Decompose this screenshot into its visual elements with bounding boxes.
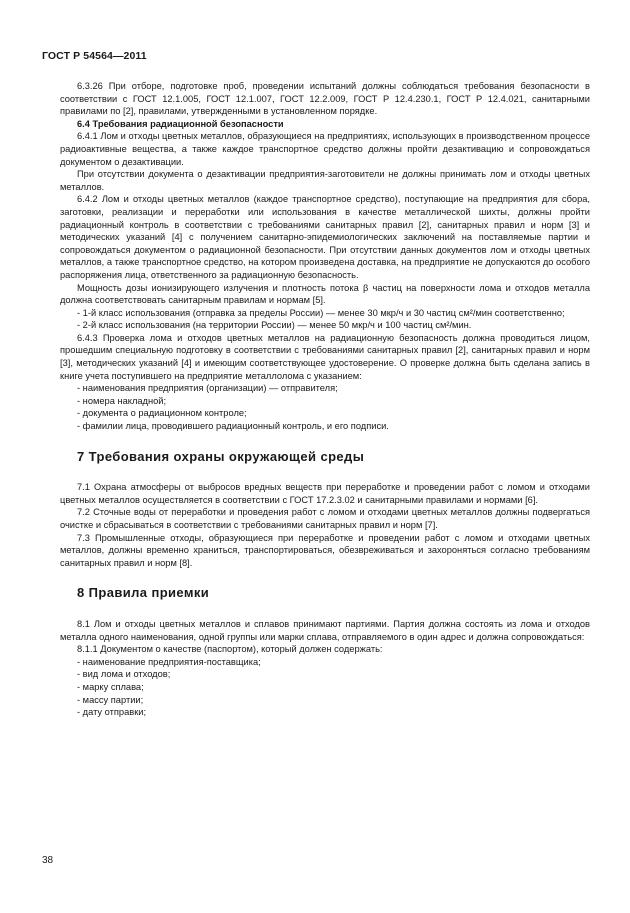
paragraph-6-4-3: 6.4.3 Проверка лома и отходов цветных металлов на радиационную безопасность должна проводиться лицом, прошедшим специальную подготовку в соответствии с требованиями санитарных правил [2], санитарных правил и норм [3], методических указаний [4] и имеющим соответствующее удостоверение. О проверке должна быть сделана запись в книге учета поступившего на предприятие металлолома с указанием: [60,332,590,381]
paragraph-8-1: 8.1 Лом и отходы цветных металлов и сплавов принимают партиями. Партия должна состоять из лома и отходов металла одного наименования, одной группы или марки сплава, отправляемого в один адрес и должна сопровождаться: [60,618,590,642]
list-item: - дату отправки; [77,707,147,718]
section-heading-7: 7 Требования охраны окружающей среды [77,448,365,464]
list-item: - наименования предприятия (организации) — отправителя; [77,383,338,394]
section-heading-8: 8 Правила приемки [77,585,210,601]
paragraph-6-4-1: 6.4.1 Лом и отходы цветных металлов, образующиеся на предприятиях, использующих в производственном процессе радиоактивные вещества, а также каждое транспортное средство должны пройти дезактивацию и сопровождаться документом о дезактивации. [60,131,590,167]
paragraph-class-1: - 1-й класс использования (отправка за пределы России) — менее 30 мкр/ч и 30 частиц см²/мин соответственно; [77,307,565,318]
paragraph-6-4-1-b: При отсутствии документа о дезактивации предприятия-заготовители не должны принимать лом и отходы цветных металлов. [60,169,590,192]
document-code: ГОСТ Р 54564—2011 [42,50,147,62]
paragraph-class-2: - 2-й класс использования (на территории России) — менее 50 мкр/ч и 100 частиц см²/мин. [77,320,472,331]
paragraph-dose: Мощность дозы ионизирующего излучения и плотность потока β частиц на поверхности лома и отходов металла должна соответствовать санитарным правилам и нормам [5]. [60,282,590,306]
list-item: - марку сплава; [77,681,144,692]
list-item: - вид лома и отходов; [77,669,171,680]
list-item: - документа о радиационном контроле; [77,408,247,419]
page-number: 38 [42,855,54,866]
paragraph-6-4-2: 6.4.2 Лом и отходы цветных металлов (каждое транспортное средство), поступающие на предприятия для сбора, заготовки, реализации и переработки или использования в качестве металлической шихты, должны пройти радиационный контроль в соответствии с требованиями санитарных правил [2], санитарных правил и норм [3] и методических указаний [4] с получением санитарно-эпидемиологических заключений на поставляемые партии и сопровождаться документом о радиационной безопасности. При отсутствии данных документов лом и отходы цветных металлов, а также транспортное средство, на котором произведена доставка, на предприятие не допускаются до особого распоряжения лица, ответственного за радиационную безопасность. [60,194,590,280]
document-body [60,80,590,719]
subsection-heading-6-4: 6.4 Требования радиационной безопасности [77,118,284,129]
list-item: - номера накладной; [77,395,167,406]
list-item: - наименование предприятия-поставщика; [77,656,261,667]
paragraph-6-3-26: 6.3.26 При отборе, подготовке проб, проведении испытаний должны соблюдаться требования безопасности в соответствии с ГОСТ 12.1.005, ГОСТ 12.1.007, ГОСТ 12.2.009, ГОСТ Р 12.4.230.1, ГОСТ Р 12.4.021, санитарными правилами по [2], правилами, утвержденными в установленном порядке. [60,81,590,117]
paragraph-7-2: 7.2 Сточные воды от переработки и проведения работ с ломом и отходами цветных металлов должны подвергаться очистке и сбрасываться в соответствии с требованиями санитарных правил и норм [7]. [60,507,590,530]
paragraph-7-1: 7.1 Охрана атмосферы от выбросов вредных веществ при переработке и проведении работ с ломом и отходами цветных металлов осуществляется в соответствии с ГОСТ 17.2.3.02 и санитарными правилами и нормами [6]. [60,482,590,505]
list-item: - фамилии лица, проводившего радиационный контроль, и его подписи. [77,421,389,432]
paragraph-7-3: 7.3 Промышленные отходы, образующиеся при переработке и проведении работ с ломом и отходами цветных металлов, должны временно храниться, транспортироваться, обезвреживаться и захороняться согласно требованиям санитарных правил и норм [8]. [60,532,590,568]
list-item: - массу партии; [77,694,144,705]
paragraph-8-1-1: 8.1.1 Документом о качестве (паспортом), который должен содержать: [77,644,383,655]
